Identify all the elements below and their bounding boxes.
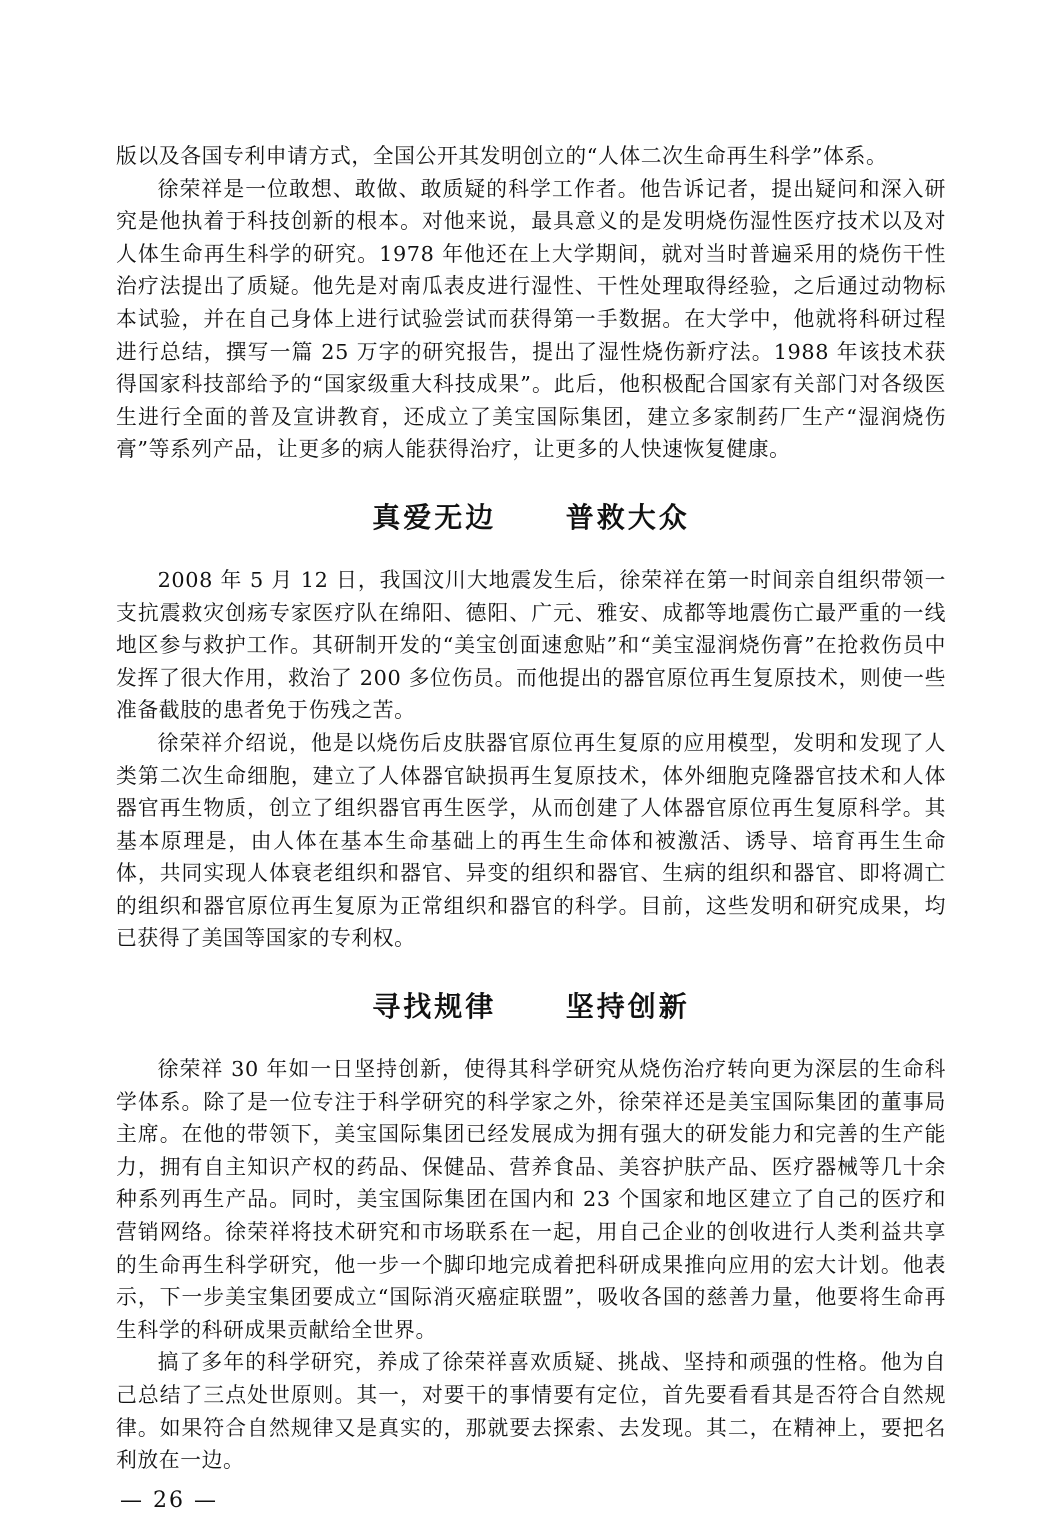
paragraph: 徐荣祥介绍说，他是以烧伤后皮肤器官原位再生复原的应用模型，发明和发现了人类第二次生命细胞，建立了人体器官缺损再生复原技术，体外细胞克隆器官技术和人体器官再生物质，创立了组织器官再生医学，从而创建了人体器官原位再生复原科学。其基本原理是，由人体在基本生命基础上的再生生命体和被激活、诱导、培育再生生命体，共同实现人体衰老组织和器官、异变的组织和器官、生病的组织和器官、即将凋亡的组织和器官原位再生复原为正常组织和器官的科学。目前，这些发明和研究成果，均已获得了美国等国家的专利权。: [116, 730, 946, 951]
section-heading: 寻找规律 坚持创新: [372, 990, 690, 1024]
paragraph: 徐荣祥 30 年如一日坚持创新，使得其科学研究从烧伤治疗转向更为深层的生命科学体系。除了是一位专注于科学研究的科学家之外，徐荣祥还是美宝国际集团的董事局主席。在他的带领下，美宝国际集团已经发展成为拥有强大的研发能力和完善的生产能力，拥有自主知识产权的药品、保健品、营养食品、美容护肤产品、医疗器械等几十余种系列再生产品。同时，美宝国际集团在国内和 23 个国家和地区建立了自己的医疗和营销网络。徐荣祥将技术研究和市场联系在一起，用自己企业的创收进行人类利益共享的生命再生科学研究，他一步一个脚印地完成着把科研成果推向应用的宏大计划。他表示，下一步美宝集团要成立“国际消灭癌症联盟”，吸收各国的慈善力量，他要将生命再生科学的科研成果贡献给全世界。: [116, 1057, 946, 1342]
section-heading: 真爱无边 普救大众: [372, 500, 690, 534]
paragraph: 版以及各国专利申请方式，全国公开其发明创立的“人体二次生命再生科学”体系。: [116, 144, 888, 168]
paragraph: 徐荣祥是一位敢想、敢做、敢质疑的科学工作者。他告诉记者，提出疑问和深入研究是他执着于科技创新的根本。对他来说，最具意义的是发明烧伤湿性医疗技术以及对人体生命再生科学的研究。1978 年他还在上大学期间，就对当时普遍采用的烧伤干性治疗法提出了质疑。他先是对南瓜表皮进行湿性、干性处理取得经验，之后通过动物标本试验，并在自己身体上进行试验尝试而获得第一手数据。在大学中，他就将科研过程进行总结，撰写一篇 25 万字的研究报告，提出了湿性烧伤新疗法。1988 年该技术获得国家科技部给予的“国家级重大科技成果”。此后，他积极配合国家有关部门对各级医生进行全面的普及宣讲教育，还成立了美宝国际集团，建立多家制药厂生产“湿润烧伤膏”等系列产品，让更多的病人能获得治疗，让更多的人快速恢复健康。: [116, 176, 946, 462]
paragraph: 2008 年 5 月 12 日，我国汶川大地震发生后，徐荣祥在第一时间亲自组织带领一支抗震救灾创疡专家医疗队在绵阳、德阳、广元、雅安、成都等地震伤亡最严重的一线地区参与救护工作。其研制开发的“美宝创面速愈贴”和“美宝湿润烧伤膏”在抢救伤员中发挥了很大作用，救治了 200 多位伤员。而他提出的器官原位再生复原技术，则使一些准备截肢的患者免于伤残之苦。: [116, 567, 946, 723]
paragraph: 搞了多年的科学研究，养成了徐荣祥喜欢质疑、挑战、坚持和顽强的性格。他为自己总结了三点处世原则。其一，对要干的事情要有定位，首先要看看其是否符合自然规律。如果符合自然规律又是真实的，那就要去探索、去发现。其二，在精神上，要把名利放在一边。: [116, 1350, 946, 1473]
page-body: [116, 140, 946, 1477]
page-number: — 26 —: [120, 1488, 218, 1513]
